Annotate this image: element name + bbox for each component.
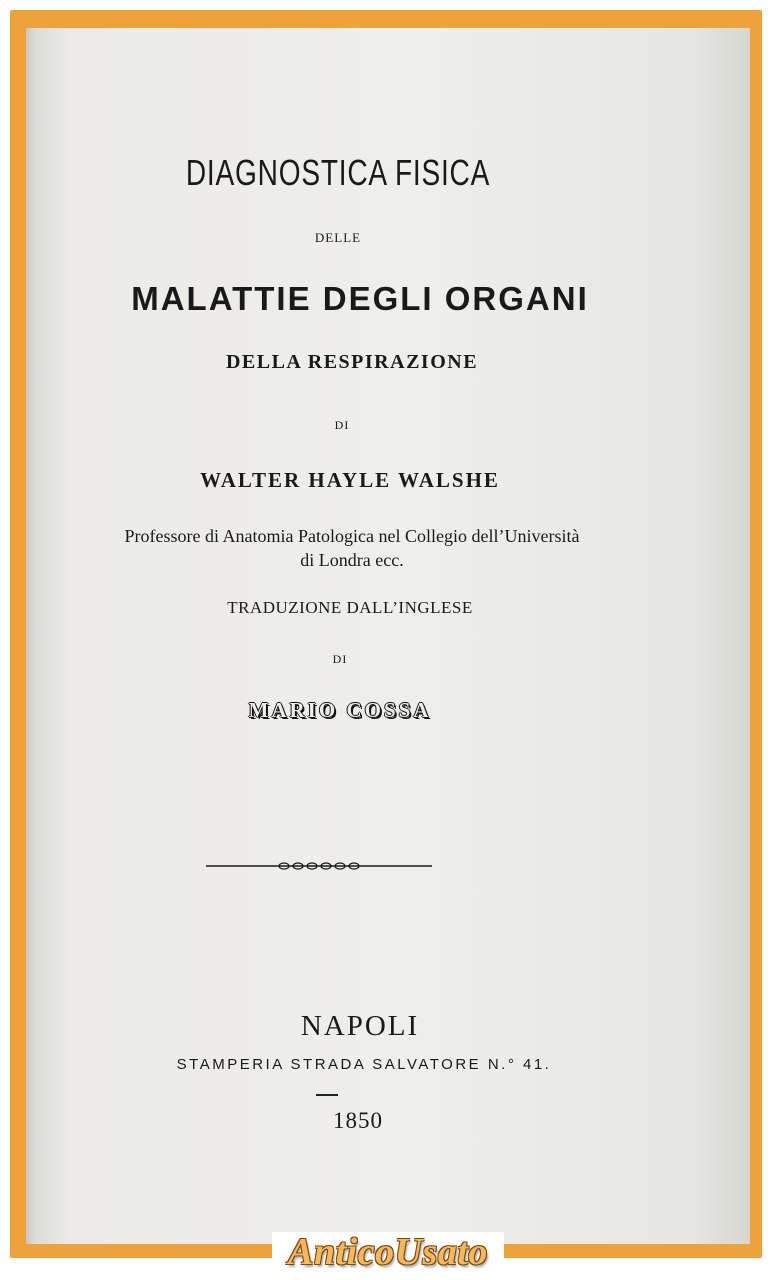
translator-name: MARIO COSSA xyxy=(248,698,432,722)
divider-dash xyxy=(316,1094,338,1096)
printer-address: STAMPERIA STRADA SALVATORE N.° 41. xyxy=(176,1056,552,1073)
decorative-rule-ornament-icon xyxy=(206,860,432,872)
title-connector: DELLE xyxy=(314,230,362,245)
publication-year: 1850 xyxy=(333,1108,383,1133)
title-page xyxy=(26,28,750,1244)
publication-city: NAPOLI xyxy=(300,1010,420,1042)
by-author-label: DI xyxy=(334,418,350,432)
title-line-3: DELLA RESPIRAZIONE xyxy=(225,351,479,373)
translation-note: TRADUZIONE DALL’INGLESE xyxy=(227,598,473,617)
author-credentials-line-2: di Londra ecc. xyxy=(300,550,404,570)
author-credentials xyxy=(26,524,714,572)
author-name: WALTER HAYLE WALSHE xyxy=(200,468,500,492)
title-line-1: DIAGNOSTICA FISICA xyxy=(185,152,491,193)
title-line-2: MALATTIE DEGLI ORGANI xyxy=(131,280,589,317)
by-translator-label: DI xyxy=(332,652,348,666)
watermark-logo: AnticoUsato xyxy=(288,1231,488,1273)
author-credentials-line-1: Professore di Anatomia Patologica nel Collegio dell’Università xyxy=(124,526,580,546)
